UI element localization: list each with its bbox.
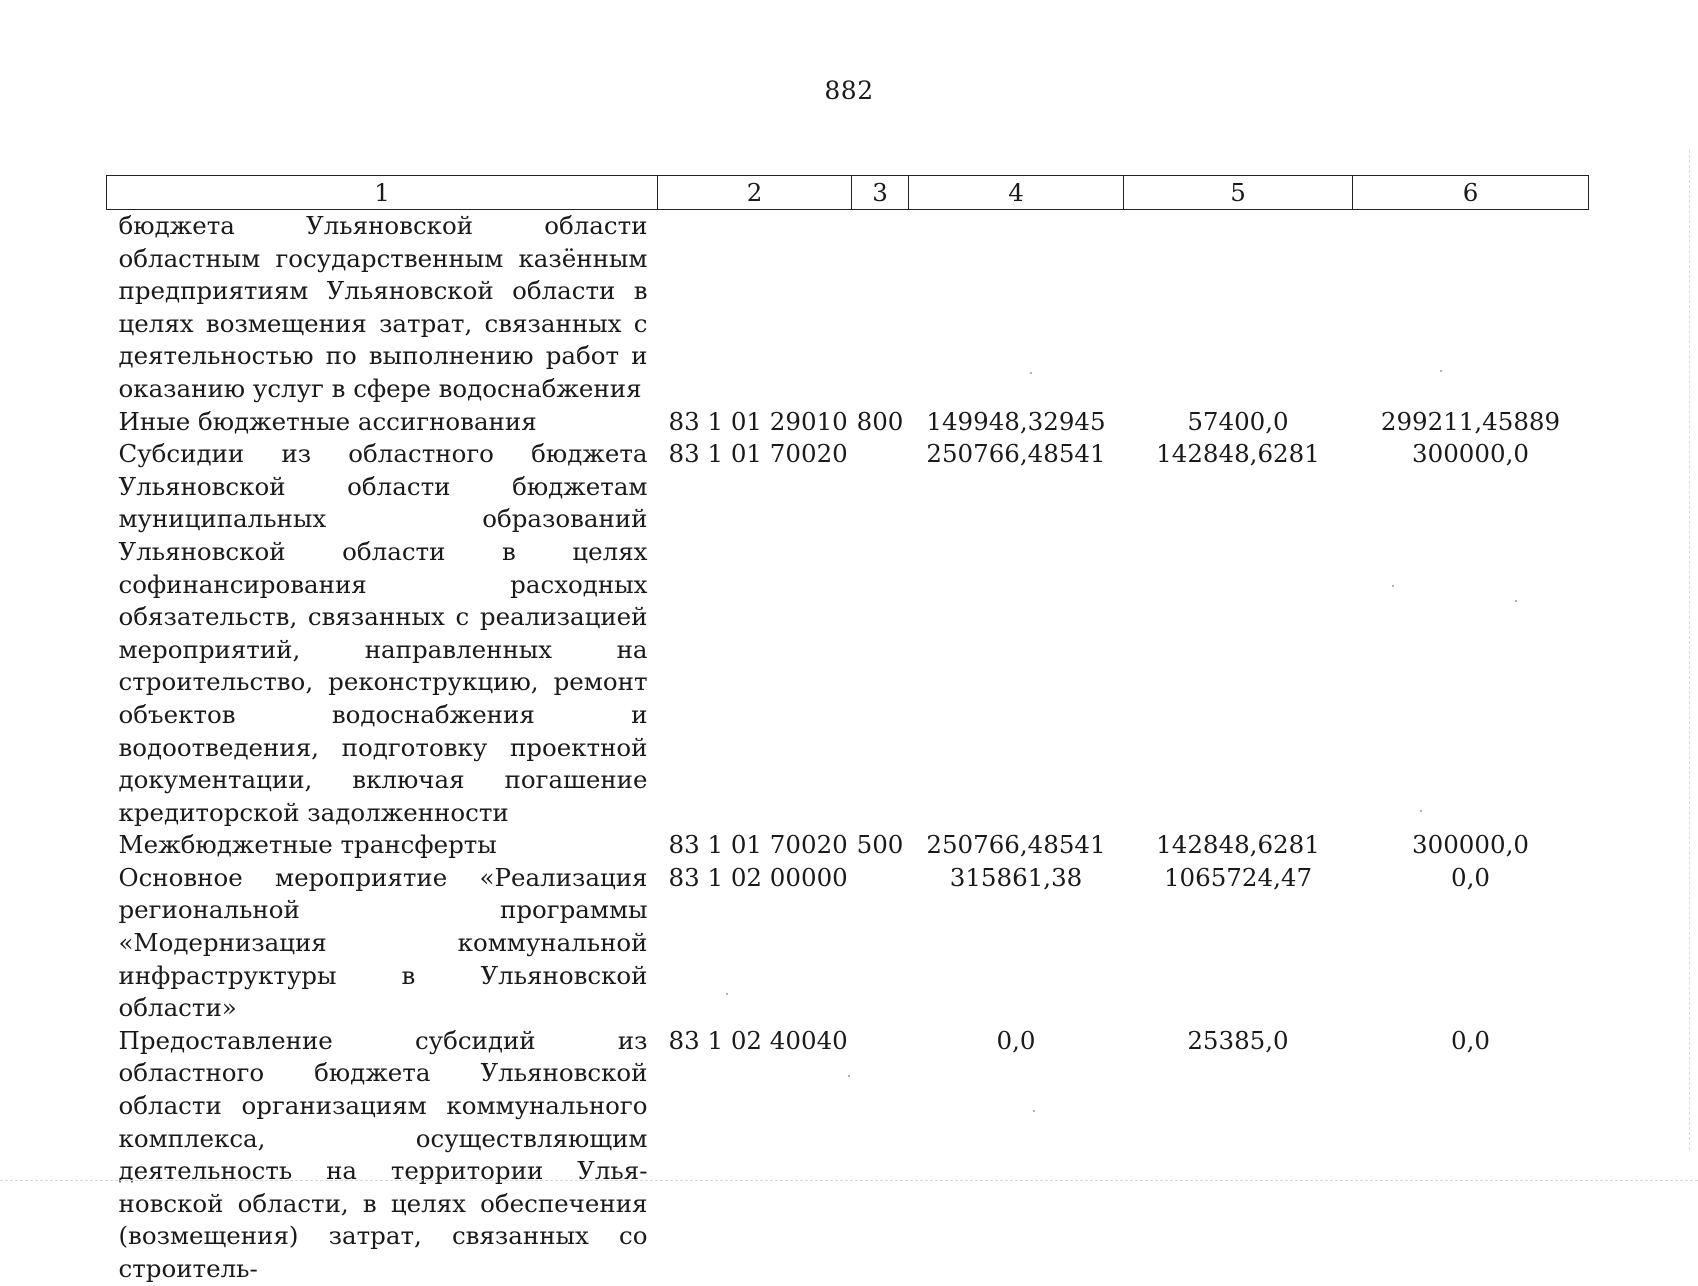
- row-value-col5: 142848,6281: [1156, 830, 1320, 860]
- header-col-3: 3: [852, 176, 909, 210]
- header-col-4: 4: [909, 176, 1124, 210]
- row-code: 83 1 02 00000: [668, 862, 848, 892]
- row-value-col4: [909, 210, 1124, 406]
- row-value-col6: 0,0: [1451, 1025, 1490, 1055]
- table-row: [107, 862, 1589, 1025]
- row-value-col6: 300000,0: [1412, 830, 1529, 860]
- scan-edge-line: [1689, 150, 1690, 1150]
- header-col-2: 2: [658, 176, 852, 210]
- row-value-col5: 57400,0: [1187, 406, 1289, 436]
- table-row: [107, 829, 1589, 862]
- row-expense-type: [852, 438, 909, 829]
- table-row: [107, 406, 1589, 439]
- row-description: Предоставление субсидий из областного бюджета Ульяновской области организациям коммунального комплекса, осуществляющим деятельность на территории Ульяновской области, в целях обеспечения (возмещения) затрат, связанных со строитель-: [118, 1025, 648, 1283]
- row-code: 83 1 01 70020: [668, 830, 848, 860]
- row-description: Основное мероприятие «Реализация региональной программы «Модернизация коммунальной инфраструктуры в Ульяновской области»: [118, 862, 648, 1023]
- scan-speck: [726, 993, 728, 995]
- scan-speck: [1030, 372, 1032, 374]
- row-value-col5: [1124, 210, 1353, 406]
- header-col-6: 6: [1353, 176, 1589, 210]
- scan-speck: [1392, 585, 1394, 587]
- page-number: 882: [824, 76, 874, 105]
- row-value-col5: 1065724,47: [1163, 862, 1313, 892]
- row-value-col6: 0,0: [1451, 862, 1490, 892]
- row-code: [658, 210, 852, 406]
- row-value-col4: 315861,38: [949, 862, 1083, 892]
- header-col-1: 1: [107, 176, 658, 210]
- scan-speck: [1420, 810, 1422, 812]
- budget-table: [106, 175, 1589, 1286]
- table-row: [107, 210, 1589, 406]
- row-expense-type: [852, 862, 909, 1025]
- table-row: [107, 1025, 1589, 1286]
- scan-speck: [1515, 600, 1517, 602]
- row-code: 83 1 02 40040: [668, 1025, 848, 1055]
- row-code: 83 1 01 29010: [668, 406, 848, 436]
- scan-speck: [848, 1075, 850, 1077]
- row-value-col4: 149948,32945: [926, 406, 1106, 436]
- row-description: Межбюджетные трансферты: [118, 830, 497, 860]
- row-expense-type: [852, 210, 909, 406]
- row-value-col4: 250766,48541: [926, 830, 1106, 860]
- row-value-col5: 25385,0: [1187, 1025, 1289, 1055]
- scan-speck: [1033, 1110, 1035, 1112]
- table-body: [107, 210, 1589, 1286]
- scan-speck: [1440, 370, 1442, 372]
- row-value-col4: 0,0: [996, 1025, 1036, 1055]
- row-value-col6: 299211,45889: [1380, 406, 1561, 436]
- header-col-5: 5: [1124, 176, 1353, 210]
- table-row: [107, 438, 1589, 829]
- row-value-col6: 300000,0: [1412, 439, 1529, 469]
- row-value-col4: 250766,48541: [926, 439, 1106, 469]
- row-expense-type: 800: [856, 406, 904, 436]
- table-header: [107, 176, 1589, 210]
- header-row: [107, 176, 1589, 210]
- row-description: Иные бюджетные ассигнования: [118, 406, 537, 436]
- row-expense-type: [852, 1025, 909, 1286]
- row-description: бюджета Ульяновской области областным государственным казённым предприятиям Ульяновской области в целях возмещения затрат, связанных с деятельностью по выполнению работ и оказанию услуг в сфере водоснабжения: [118, 211, 648, 403]
- row-description: Субсидии из областного бюджета Ульяновской области бюджетам муниципальных образований Ульяновской области в целях софинансирования расходных обязательств, связанных с реализацией мероприятий, направленных на строительство, реконструкцию, ремонт объектов водоснабжения и водоотведения, подготовку проектной документации, включая погашение кредиторской задолженности: [118, 439, 648, 827]
- row-code: 83 1 01 70020: [668, 439, 848, 469]
- scan-bottom-line: [0, 1180, 1698, 1181]
- row-expense-type: 500: [856, 830, 904, 860]
- row-value-col6: [1353, 210, 1589, 406]
- row-value-col5: 142848,6281: [1156, 439, 1320, 469]
